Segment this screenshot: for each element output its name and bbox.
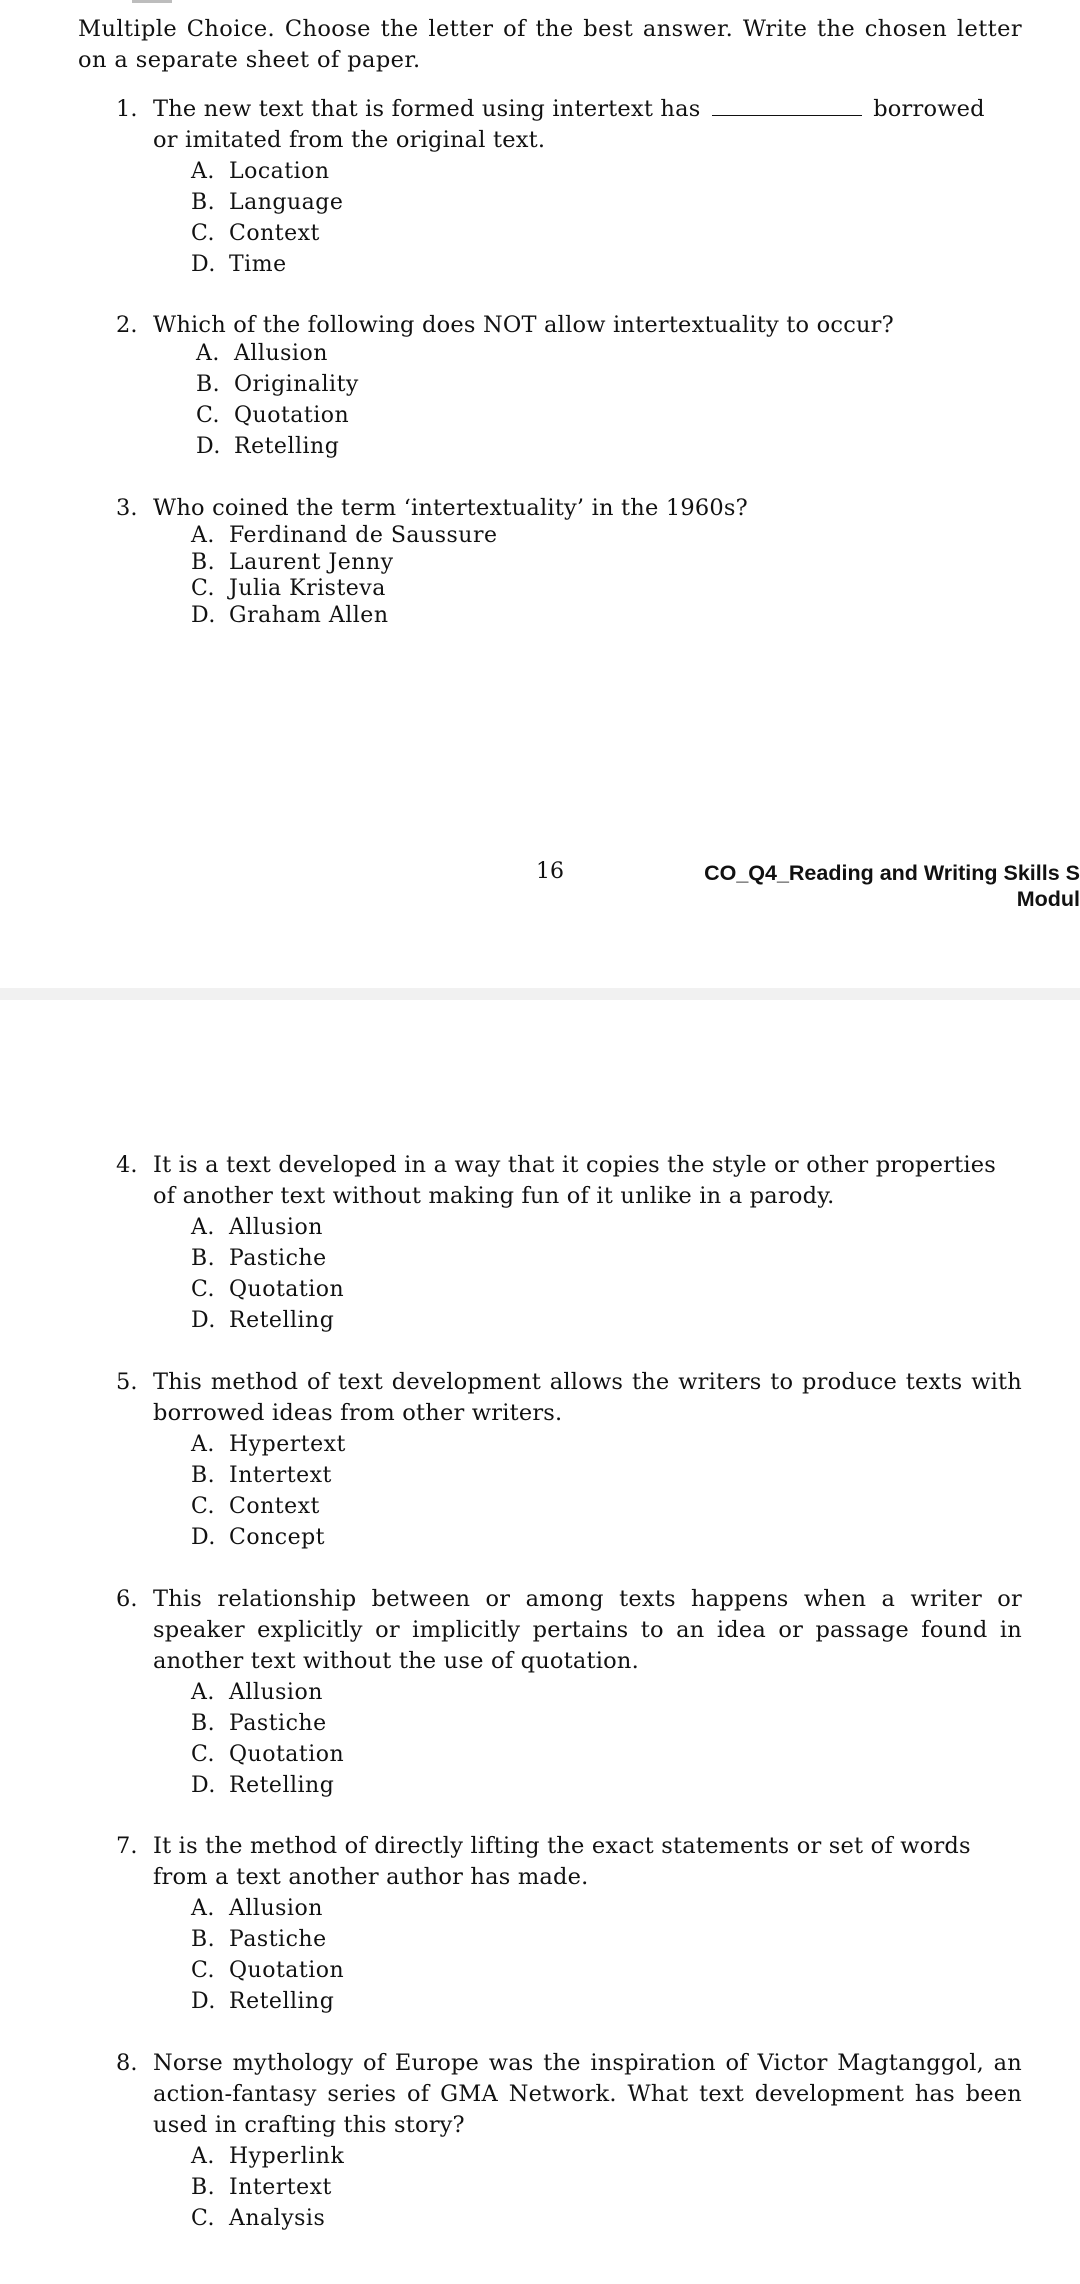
option-a: A. Location	[191, 159, 330, 184]
question-number: 1.	[116, 96, 138, 122]
options-list	[191, 1893, 344, 2017]
question-text: This method of text development allows the writers to produce texts with borrowed ideas from other writers.	[153, 1369, 1022, 1426]
question-number: 2.	[116, 312, 138, 338]
option-d: D. Graham Allen	[191, 602, 389, 628]
footer-line-1: CO_Q4_Reading and Writing Skills S	[704, 861, 1080, 885]
question-text: It is a text developed in a way that it copies the style or other properties of another text without making fun of it unlike in a parody.	[153, 1152, 996, 1209]
option-d: D. Concept	[191, 1525, 326, 1550]
option-d: D. Time	[191, 252, 287, 277]
option-d: D. Retelling	[191, 1989, 335, 2014]
instructions: Multiple Choice. Choose the letter of the best answer. Write the chosen letter on a separate sheet of paper.	[78, 16, 1022, 73]
option-b: B. Pastiche	[191, 1927, 327, 1952]
option-c: C. Quotation	[191, 1277, 345, 1302]
question-text: Which of the following does NOT allow intertextuality to occur?	[153, 312, 894, 338]
options-list	[191, 2141, 344, 2234]
option-b: B. Originality	[196, 372, 359, 397]
option-a: A. Hyperlink	[191, 2144, 345, 2169]
question-text: Norse mythology of Europe was the inspiration of Victor Magtanggol, an action-fantasy series of GMA Network. What text development has been used in crafting this story?	[153, 2050, 1022, 2138]
question-number: 8.	[116, 2050, 138, 2076]
option-b: B. Pastiche	[191, 1711, 327, 1736]
question-text: The new text that is formed using intertext has borrowed or imitated from the original text.	[153, 96, 985, 153]
option-b: B. Laurent Jenny	[191, 549, 394, 575]
options-list	[196, 338, 359, 462]
option-c: C. Context	[191, 221, 320, 246]
option-a: A. Allusion	[196, 341, 328, 366]
question-text: It is the method of directly lifting the exact statements or set of words from a text another author has made.	[153, 1833, 971, 1890]
document-page-16	[0, 0, 1080, 988]
option-d: D. Retelling	[191, 1773, 335, 1798]
option-a: A. Allusion	[191, 1896, 323, 1921]
option-c: C. Julia Kristeva	[191, 576, 386, 601]
options-list	[191, 1429, 346, 1553]
options-list	[191, 523, 497, 629]
option-b: B. Language	[191, 190, 344, 215]
question-number: 5.	[116, 1369, 138, 1395]
option-d: D. Retelling	[196, 434, 340, 459]
option-c: C. Analysis	[191, 2206, 326, 2231]
option-a: A. Ferdinand de Saussure	[191, 523, 498, 548]
page-footer	[660, 860, 1080, 912]
options-list	[191, 156, 343, 280]
option-c: C. Quotation	[191, 1742, 345, 1767]
options-list	[191, 1677, 344, 1801]
page-separator	[0, 988, 1080, 1000]
option-b: B. Pastiche	[191, 1246, 327, 1271]
option-d: D. Retelling	[191, 1308, 335, 1333]
question-number: 4.	[116, 1152, 138, 1178]
options-list	[191, 1212, 344, 1336]
option-b: B. Intertext	[191, 2175, 332, 2200]
document-page-17	[0, 1000, 1080, 2284]
footer-line-2: Modul	[1016, 887, 1080, 911]
question-number: 7.	[116, 1833, 138, 1859]
option-a: A. Allusion	[191, 1215, 323, 1240]
question-text: Who coined the term ‘intertextuality’ in the 1960s?	[153, 495, 748, 521]
option-b: B. Intertext	[191, 1463, 332, 1488]
answer-blank	[712, 95, 862, 116]
option-c: C. Quotation	[191, 1958, 345, 1983]
option-c: C. Context	[191, 1494, 320, 1519]
question-text: This relationship between or among texts happens when a writer or speaker explicitly or implicitly pertains to an idea or passage found in another text without the use of quotation.	[153, 1586, 1022, 1674]
option-a: A. Hypertext	[191, 1432, 346, 1457]
option-c: C. Quotation	[196, 403, 350, 428]
question-number: 3.	[116, 495, 138, 521]
cut-off-text-edge	[191, 2280, 231, 2284]
option-a: A. Allusion	[191, 1680, 323, 1705]
page-top-mark	[132, 0, 172, 3]
page-number: 16	[536, 859, 564, 884]
question-number: 6.	[116, 1586, 138, 1612]
